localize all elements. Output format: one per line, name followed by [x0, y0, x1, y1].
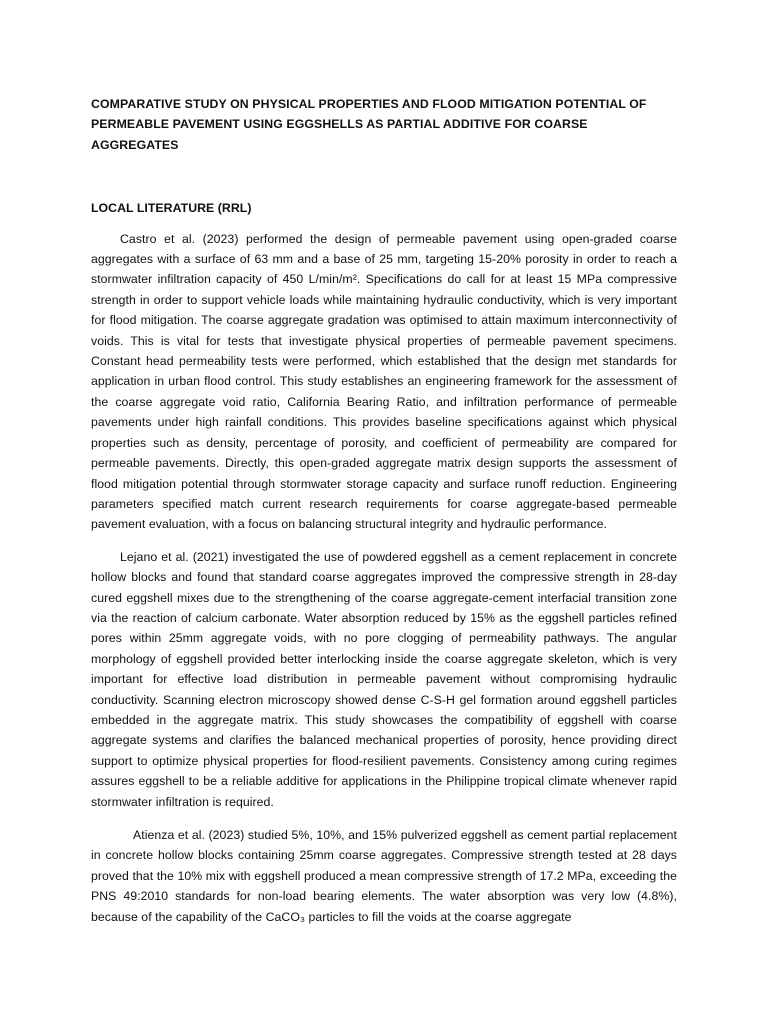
- document-title: COMPARATIVE STUDY ON PHYSICAL PROPERTIES AND FLOOD MITIGATION POTENTIAL OF PERMEABLE PAVEMENT USING EGGSHELLS AS PARTIAL ADDITIVE FOR COARSE AGGREGATES: [91, 97, 647, 152]
- paragraph-lejano: Lejano et al. (2021) investigated the use of powdered eggshell as a cement replacement in concrete hollow blocks and found that standard coarse aggregates improved the compressive strength in 28-day cured eggshell mixes due to the strengthening of the coarse aggregate-cement interfacial transition zone via the reaction of calcium carbonate. Water absorption reduced by 15% as the eggshell particles refined pores within 25mm aggregate voids, with no pore clogging of permeability pathways. The angular morphology of eggshell provided better interlocking inside the coarse aggregate skeleton, which is very important for effective load distribution in permeable pavement without compromising hydraulic conductivity. Scanning electron microscopy showed dense C-S-H gel formation around eggshell particles embedded in the aggregate matrix. This study showcases the compatibility of eggshell with coarse aggregate systems and clarifies the balanced mechanical properties of porosity, hence providing direct support to optimize physical properties for flood-resilient pavements. Consistency among curing regimes assures eggshell to be a reliable additive for applications in the Philippine tropical climate whenever rapid stormwater infiltration is required.: [91, 549, 677, 809]
- section-heading: LOCAL LITERATURE (RRL): [91, 201, 252, 216]
- paragraph-atienza: Atienza et al. (2023) studied 5%, 10%, and 15% pulverized eggshell as cement partial replacement in concrete hollow blocks containing 25mm coarse aggregates. Compressive strength tested at 28 days proved that the 10% mix with eggshell produced a mean compressive strength of 17.2 MPa, exceeding the PNS 49:2010 standards for non-load bearing elements. The water absorption was very low (4.8%), because of the capability of the CaCO₃ particles to fill the voids at the coarse aggregate: [91, 828, 677, 924]
- document-body: [91, 94, 677, 927]
- paragraph-castro: Castro et al. (2023) performed the design of permeable pavement using open-graded coarse aggregates with a surface of 63 mm and a base of 25 mm, targeting 15-20% porosity in order to reach a stormwater infiltration capacity of 450 L/min/m². Specifications do call for at least 15 MPa compressive strength in order to support vehicle loads while maintaining hydraulic conductivity, which is very important for flood mitigation. The coarse aggregate gradation was optimised to attain maximum interconnectivity of voids. This is vital for tests that investigate physical properties of permeable pavement specimens. Constant head permeability tests were performed, which established that the design met standards for application in urban flood control. This study establishes an engineering framework for the assessment of the coarse aggregate void ratio, California Bearing Ratio, and infiltration performance of permeable pavements under high rainfall conditions. This provides baseline specifications against which physical properties such as density, percentage of porosity, and coefficient of permeability are compared for permeable pavements. Directly, this open-graded aggregate matrix design supports the assessment of flood mitigation potential through stormwater storage capacity and surface runoff reduction. Engineering parameters specified match current research requirements for coarse aggregate-based permeable pavement evaluation, with a focus on balancing structural integrity and hydraulic performance.: [91, 231, 677, 532]
